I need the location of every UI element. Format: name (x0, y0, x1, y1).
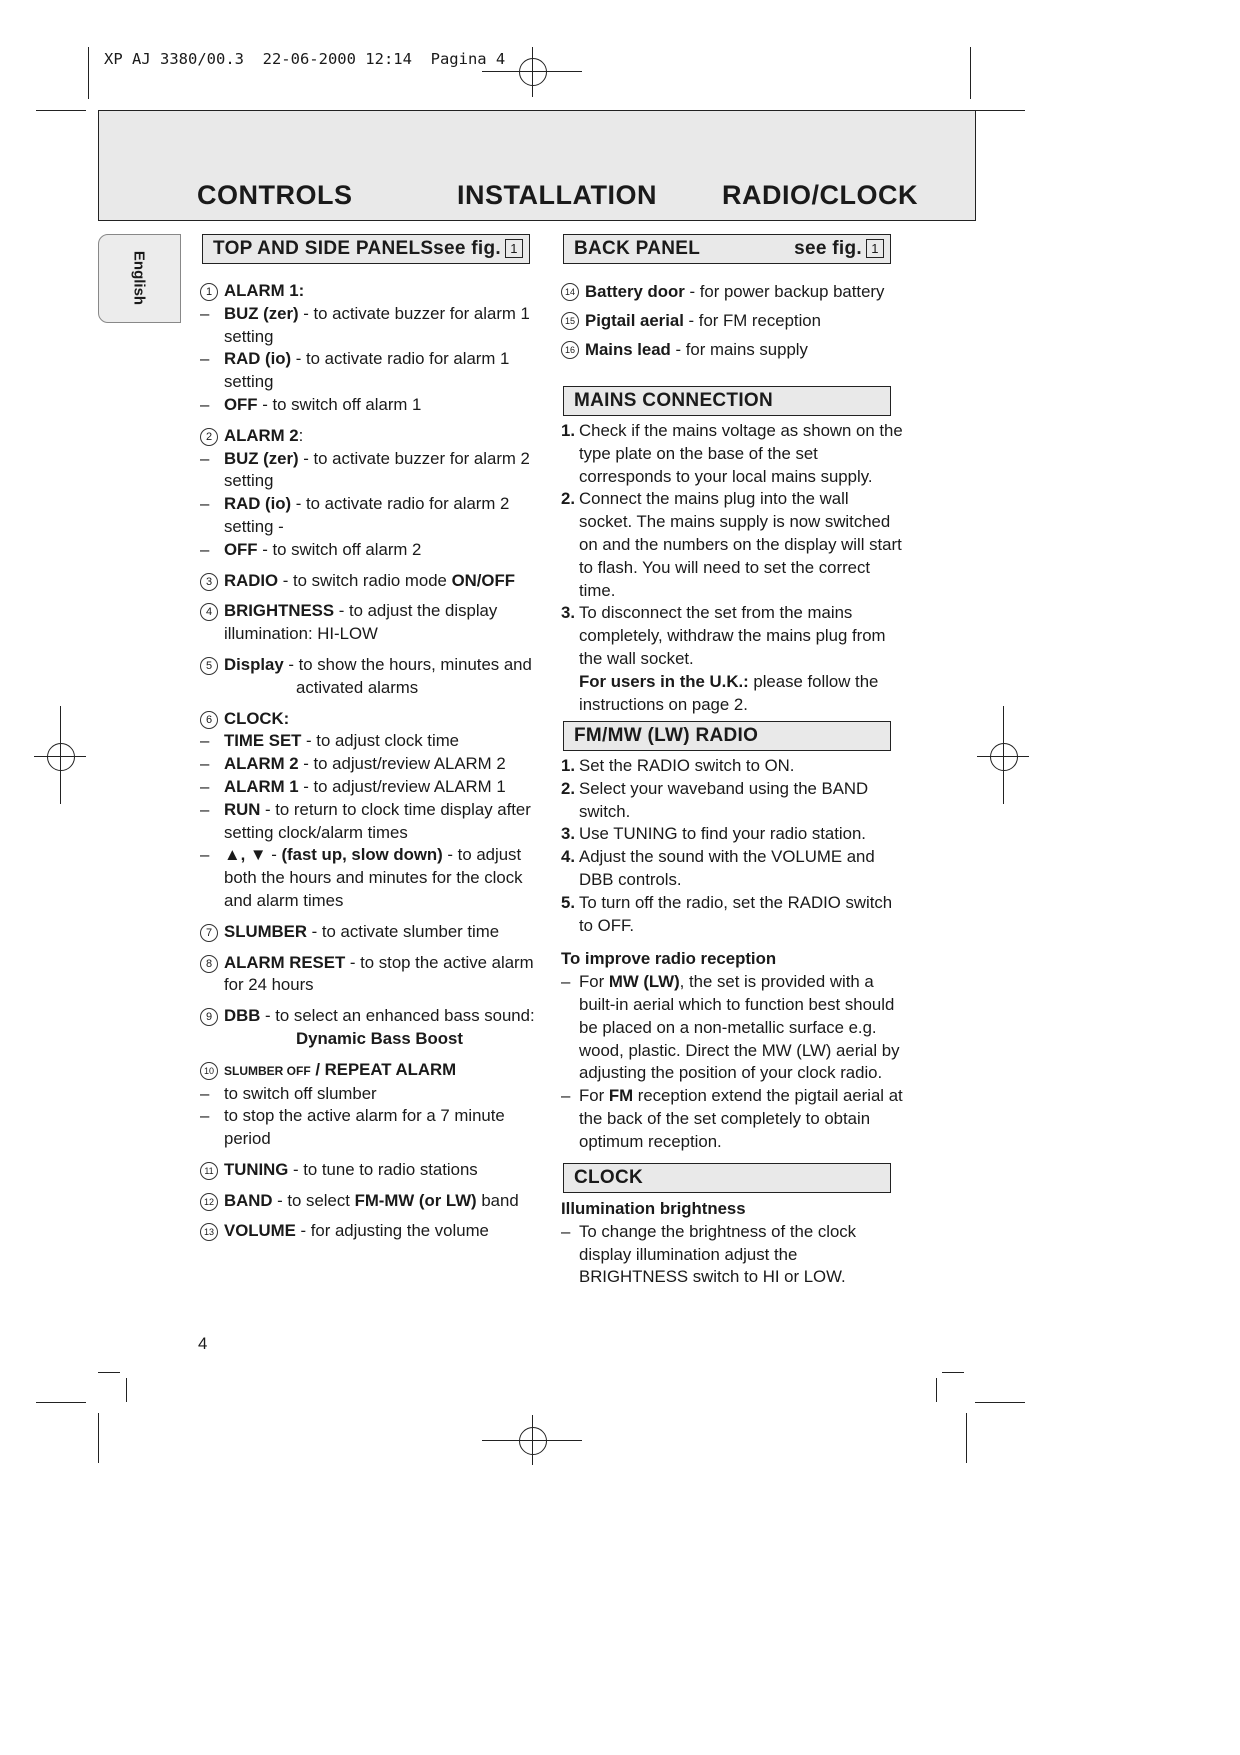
list-subitem: – OFF - to switch off alarm 2 (200, 539, 545, 562)
crop-mark (36, 110, 86, 111)
title-installation: INSTALLATION (457, 180, 657, 210)
list-subitem: – BUZ (zer) - to activate buzzer for alarm 2 setting (200, 448, 545, 494)
item-number: 8 (200, 955, 218, 973)
list-subitem: – RAD (io) - to activate radio for alarm 1 setting (200, 348, 545, 394)
section-title: CLOCK (574, 1167, 644, 1188)
list-item: 15 Pigtail aerial - for FM reception (561, 306, 906, 335)
item-number: 6 (200, 711, 218, 729)
crop-mark (942, 1372, 964, 1373)
item-number: 15 (561, 312, 579, 330)
clock-text (561, 1198, 906, 1289)
item-number: 13 (200, 1223, 218, 1241)
list-subitem: – ▲, ▼ - (fast up, slow down) - to adjust both the hours and minutes for the clock and alarm times (200, 844, 545, 912)
subheading: Illumination brightness (561, 1199, 746, 1218)
subheading: To improve radio reception (561, 949, 777, 969)
tip: – To change the brightness of the clock display illumination adjust the BRIGHTNESS switch to HI or LOW. (561, 1221, 857, 1287)
registration-mark (519, 58, 547, 86)
item-number: 9 (200, 1008, 218, 1026)
section-top-side-panels (202, 234, 530, 264)
section-title: FM/MW (LW) RADIO (574, 725, 759, 746)
crop-mark (126, 1378, 127, 1402)
crop-mark (98, 1413, 99, 1463)
top-side-list (200, 280, 545, 1243)
mains-steps (561, 420, 906, 716)
list-item: 4 BRIGHTNESS - to adjust the display illumination: HI-LOW (200, 600, 545, 646)
title-controls: CONTROLS (197, 180, 353, 210)
fig-reference: see fig. 1 (794, 235, 884, 263)
fig-reference: see fig. 1 (433, 235, 523, 263)
fig-number: 1 (505, 239, 523, 258)
item-number: 2 (200, 428, 218, 446)
language-label: English (130, 250, 148, 306)
list-subitem: – to switch off slumber (200, 1083, 545, 1106)
up-down-arrows: ▲, ▼ (224, 845, 267, 865)
crop-mark (975, 1402, 1025, 1403)
item-number: 14 (561, 283, 579, 301)
section-title: TOP AND SIDE PANELS (213, 238, 434, 259)
page-number: 4 (198, 1334, 208, 1353)
list-item: 10 SLUMBER OFF / REPEAT ALARM (200, 1059, 545, 1083)
crop-mark (970, 47, 971, 99)
crop-mark (936, 1378, 937, 1402)
list-subitem: – OFF - to switch off alarm 1 (200, 394, 545, 417)
list-subitem: – RAD (io) - to activate radio for alarm 2 setting - (200, 493, 545, 539)
list-item: 7 SLUMBER - to activate slumber time (200, 921, 545, 944)
registration-mark (990, 743, 1018, 771)
tip: – For MW (LW), the set is provided with a built-in aerial which to function best should be placed on a non-metallic surface e.g. wood, plastic. Direct the MW (LW) aerial by adjusting the position of your clock radio. (561, 972, 900, 1083)
item-number: 10 (200, 1062, 218, 1080)
item-number: 7 (200, 924, 218, 942)
list-item: 9 DBB - to select an enhanced bass sound: Dynamic Bass Boost (200, 1005, 545, 1051)
step: 3. To disconnect the set from the mains completely, withdraw the mains plug from the wall socket. (561, 603, 886, 668)
list-subitem: – ALARM 1 - to adjust/review ALARM 1 (200, 776, 545, 799)
list-item: 2 ALARM 2: (200, 425, 545, 448)
section-mains-connection (563, 386, 891, 416)
list-item: 14 Battery door - for power backup battery (561, 277, 906, 306)
fig-number: 1 (866, 239, 884, 258)
step: 2. Connect the mains plug into the wall socket. The mains supply is now switched on and the numbers on the display will start to flash. You will need to set the correct time. (561, 489, 902, 600)
title-radio-clock: RADIO/CLOCK (722, 180, 918, 210)
section-back-panel (563, 234, 891, 264)
list-item: 13 VOLUME - for adjusting the volume (200, 1220, 545, 1243)
radio-steps (561, 755, 906, 1154)
step: 1. Check if the mains voltage as shown on the type plate on the base of the set corresponds to your local mains supply. (561, 421, 903, 486)
list-item: 16 Mains lead - for mains supply (561, 335, 906, 364)
section-title: BACK PANEL (574, 238, 701, 259)
item-number: 11 (200, 1162, 218, 1180)
registration-mark (532, 47, 533, 97)
list-subitem: – BUZ (zer) - to activate buzzer for alarm 1 setting (200, 303, 545, 349)
item-number: 16 (561, 341, 579, 359)
list-item: 8 ALARM RESET - to stop the active alarm for 24 hours (200, 952, 545, 998)
list-item: 5 Display - to show the hours, minutes and activated alarms (200, 654, 545, 700)
list-item: 3 RADIO - to switch radio mode ON/OFF (200, 570, 545, 593)
item-number: 4 (200, 603, 218, 621)
list-item: 11 TUNING - to tune to radio stations (200, 1159, 545, 1182)
crop-mark (975, 110, 1025, 111)
tip: – For FM reception extend the pigtail aerial at the back of the set completely to obtain optimum reception. (561, 1086, 903, 1151)
uk-note: For users in the U.K.: please follow the instructions on page 2. (579, 671, 879, 714)
registration-mark (519, 1427, 547, 1455)
registration-mark (1003, 706, 1004, 804)
list-item: 1 ALARM 1: (200, 280, 545, 303)
list-item: 12 BAND - to select FM-MW (or LW) band (200, 1190, 545, 1213)
list-subitem: – TIME SET - to adjust clock time (200, 730, 545, 753)
language-tab (98, 234, 181, 323)
registration-mark (60, 706, 61, 804)
section-clock (563, 1163, 891, 1193)
section-title: MAINS CONNECTION (574, 390, 774, 411)
crop-mark (966, 1413, 967, 1463)
item-number: 5 (200, 657, 218, 675)
list-subitem: – ALARM 2 - to adjust/review ALARM 2 (200, 753, 545, 776)
list-subitem: – to stop the active alarm for a 7 minute period (200, 1105, 545, 1151)
step: 1. Set the RADIO switch to ON. (561, 756, 795, 775)
step: 4. Adjust the sound with the VOLUME and DBB controls. (561, 847, 875, 889)
item-number: 1 (200, 283, 218, 301)
section-fm-mw-radio (563, 721, 891, 751)
item-number: 3 (200, 573, 218, 591)
list-subitem: – RUN - to return to clock time display after setting clock/alarm times (200, 799, 545, 845)
item-number: 12 (200, 1193, 218, 1211)
registration-mark (532, 1415, 533, 1465)
step: 2. Select your waveband using the BAND switch. (561, 778, 869, 821)
crop-mark (36, 1402, 86, 1403)
crop-mark (88, 47, 89, 99)
list-item: 6 CLOCK: (200, 708, 545, 731)
registration-mark (47, 743, 75, 771)
crop-mark (98, 1372, 120, 1373)
step: 3. Use TUNING to find your radio station. (561, 824, 866, 844)
back-panel-list (561, 277, 906, 364)
print-header: XP AJ 3380/00.3 22-06-2000 12:14 Pagina 4 (104, 50, 506, 68)
step: 5. To turn off the radio, set the RADIO switch to OFF. (561, 892, 893, 935)
